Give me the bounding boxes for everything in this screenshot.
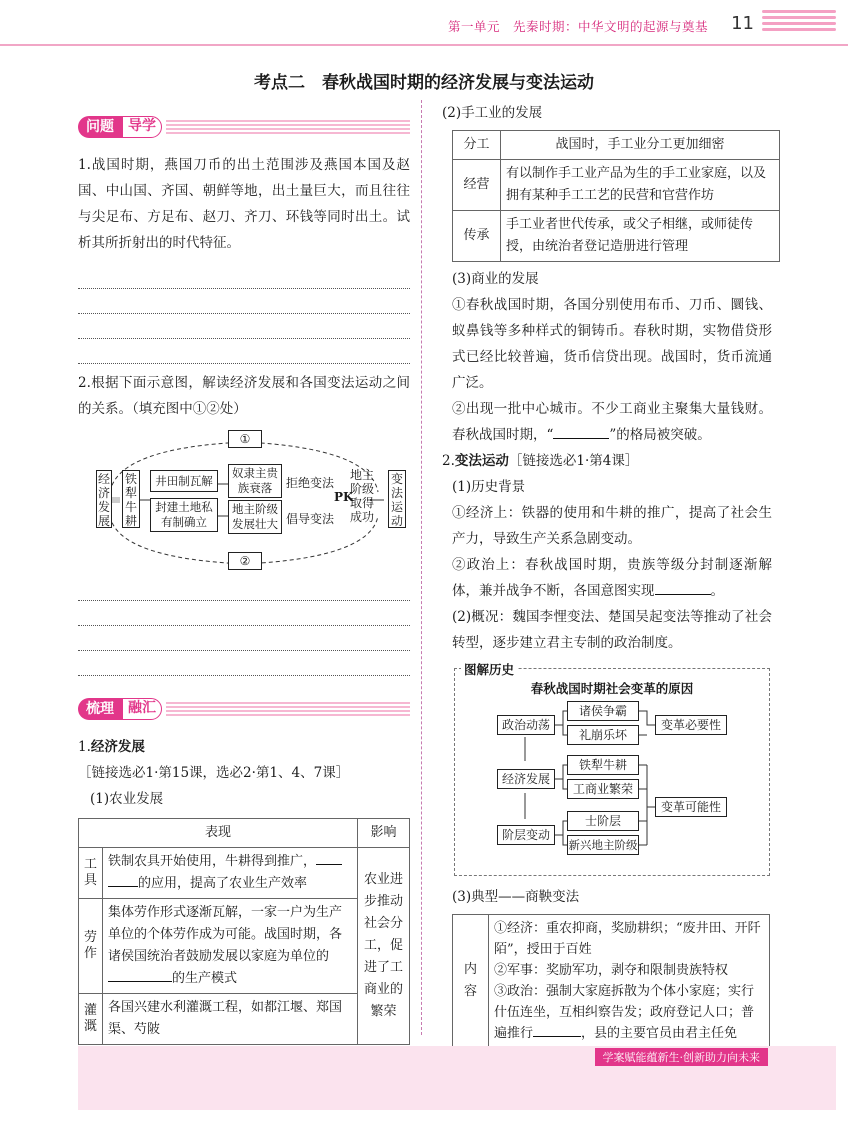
badge-stripes [166, 702, 410, 716]
craft-value: 战国时，手工业分工更加细密 [501, 131, 780, 160]
comm-2 [442, 396, 772, 448]
comm-title: (3)商业的发展 [452, 271, 539, 287]
comm-2-text: ②出现一批中心城市。不少工商业主聚集大量钱财。春秋战国时期，“ [452, 401, 772, 443]
badge-label-a: 问题 [78, 116, 122, 138]
section-1-heading [78, 734, 410, 786]
refuse-label: 拒绝变法 [286, 476, 335, 490]
bg-2-text: 。 [710, 583, 724, 599]
section-number: 2. [442, 453, 455, 469]
shi-box: 士阶层 [567, 811, 639, 831]
footer-slogan: 学案赋能蕴新生·创新助力向未来 [595, 1048, 769, 1066]
win-label: 地主阶级取得成功 [349, 468, 374, 524]
question-2: 2.根据下面示意图，解读经济发展和各国变法运动之间的关系。（填充图中①②处） [78, 375, 410, 417]
class-box: 阶层变动 [497, 825, 555, 845]
table-row [453, 915, 770, 1048]
bg-2-text: ②政治上：春秋战国时期，贵族等级分封制逐渐解体，兼并战争不断，各国意图实现 [452, 557, 772, 599]
content-cell [489, 915, 770, 1048]
section-title: 经济发展 [90, 739, 145, 755]
question-1: 1.战国时期，燕国刀币的出土范围涉及燕国本国及赵国、中山国、齐国、朝鲜等地，出土量巨大，而且往往与尖足布、方足布、赵刀、齐刀、环钱等同时出土。试析其所折射出的时代特征。 [78, 157, 410, 251]
craft-table [452, 130, 780, 262]
table-row [453, 131, 780, 160]
reform-diagram [78, 428, 410, 570]
fill-blank[interactable] [108, 886, 138, 887]
badge-label-a: 梳理 [78, 698, 122, 720]
craft-title: (2)手工业的发展 [442, 105, 543, 121]
fill-blank[interactable] [553, 438, 609, 439]
content-3-text: ③政治：强制大家庭拆散为个体小家庭；实行什伍连坐，互相纠察告发；政府登记人口；普遍推行 [494, 984, 755, 1041]
badge-stripes [166, 120, 410, 134]
column-divider [421, 100, 422, 1035]
advocate-label: 倡导变法 [286, 512, 335, 526]
agri-table [78, 818, 410, 1045]
content-3 [494, 981, 764, 1044]
answer-line[interactable] [78, 339, 410, 364]
overview: (2)概况：魏国李悝变法、楚国吴起变法等推动了社会转型，逐步建立君主专制的政治制度。 [452, 609, 772, 651]
header-decoration [762, 10, 836, 38]
agri-cell [103, 899, 358, 994]
shang-yang-table [452, 914, 770, 1048]
left-column [78, 116, 410, 1045]
answer-line[interactable] [78, 576, 410, 601]
agri-header-effect: 影响 [358, 819, 410, 848]
fill-blank[interactable] [655, 594, 711, 595]
page-title: 考点二 春秋战国时期的经济发展与变法运动 [254, 73, 594, 93]
agri-title: (1)农业发展 [90, 791, 164, 807]
answer-line[interactable] [78, 651, 410, 676]
right-column [442, 100, 772, 1048]
iron-box-2: 铁犁牛耕 [567, 755, 639, 775]
war-box: 诸侯争霸 [567, 701, 639, 721]
fill-blank[interactable] [316, 864, 342, 865]
circle-blank-1[interactable]: ① [228, 430, 262, 448]
cell-text: 的应用，提高了农业生产效率 [138, 876, 308, 891]
answer-line[interactable] [78, 626, 410, 651]
answer-line[interactable] [78, 601, 410, 626]
answer-line[interactable] [78, 289, 410, 314]
table-row [453, 211, 780, 262]
cell-text: 集体劳作形式逐渐瓦解，一家一户为生产单位的个体劳作成为可能。战国时期，各诸侯国统治者鼓励发展以家庭为单位的 [108, 905, 343, 964]
cell-text: 铁制农具开始使用，牛耕得到推广， [108, 854, 317, 869]
political-box: 政治动荡 [497, 715, 555, 735]
history-diagram [454, 662, 770, 876]
content-3-text: ，县的主要官员由君主任免 [581, 1026, 738, 1041]
craft-value: 有以制作手工业产品为生的手工业家庭，以及拥有某种手工工艺的民营和官营作坊 [501, 160, 780, 211]
history-title: 春秋战国时期社会变革的原因 [530, 681, 694, 696]
reform-box: 变法运动 [388, 470, 406, 528]
answer-line[interactable] [78, 264, 410, 289]
commerce-box: 工商业繁荣 [567, 779, 639, 799]
pk-label: PK [334, 490, 354, 504]
craft-key: 经营 [453, 160, 501, 211]
table-row [79, 848, 410, 899]
page-header [0, 0, 848, 46]
agri-key: 灌溉 [79, 994, 103, 1045]
dizhu-box: 地主阶级发展壮大 [228, 500, 282, 534]
answer-line[interactable] [78, 314, 410, 339]
header-rule [0, 44, 848, 46]
section-number: 1. [78, 739, 91, 755]
rites-box: 礼崩乐坏 [567, 725, 639, 745]
content-2: ②军事：奖励军功，剥夺和限制贵族特权 [494, 963, 729, 978]
agri-cell [103, 848, 358, 899]
section-title: 变法运动 [454, 453, 509, 469]
section-badge-guide [78, 116, 410, 138]
content-key: 内容 [453, 915, 489, 1048]
jingtian-box: 井田制瓦解 [150, 470, 218, 492]
craft-value: 手工业者世代传承，或父子相继，或师徒传授，由统治者登记造册进行管理 [501, 211, 780, 262]
necessity-box: 变革必要性 [655, 715, 727, 735]
craft-key: 分工 [453, 131, 501, 160]
section-badge-review [78, 698, 410, 720]
bg-1: ①经济上：铁器的使用和牛耕的推广，提高了社会生产力，导致生产关系急剧变动。 [452, 505, 772, 547]
fill-blank[interactable] [108, 981, 172, 982]
table-row [453, 160, 780, 211]
econ-box: 经济发展 [97, 472, 110, 528]
badge-label-b: 融汇 [122, 698, 162, 720]
circle-blank-2[interactable]: ② [228, 552, 262, 570]
bg-title: (1)历史背景 [452, 479, 526, 495]
badge-label-b: 导学 [122, 116, 162, 138]
unit-title: 第一单元 先秦时期：中华文明的起源与奠基 [447, 19, 708, 34]
section-ref: ［链接选必1·第4课］ [508, 453, 639, 469]
fengjian-box: 封建土地私有制确立 [150, 498, 218, 532]
craft-key: 传承 [453, 211, 501, 262]
nuli-box: 奴隶主贵族衰落 [228, 464, 282, 498]
bg-2 [442, 552, 772, 604]
answer-lines-1 [78, 264, 410, 364]
agri-effect: 农业进步推动社会分工，促进了工商业的繁荣 [358, 848, 410, 1045]
agri-key: 劳作 [79, 899, 103, 994]
landlord-box: 新兴地主阶级 [567, 835, 639, 855]
iron-box: 铁犁牛耕 [122, 470, 140, 528]
possibility-box: 变革可能性 [655, 797, 727, 817]
agri-header-perf: 表现 [79, 819, 358, 848]
section-ref: ［链接选必1·第15课，选必2·第1、4、7课］ [78, 765, 350, 781]
section-2-heading [442, 448, 772, 474]
answer-lines-2 [78, 576, 410, 676]
content-1: ①经济：重农抑商，奖励耕织；“废井田、开阡陌”，授田于百姓 [494, 921, 761, 957]
cell-text: 的生产模式 [172, 971, 238, 986]
agri-cell: 各国兴建水利灌溉工程，如都江堰、郑国渠、芍陂 [103, 994, 358, 1045]
economic-box: 经济发展 [497, 769, 555, 789]
history-tag: 图解历史 [461, 660, 517, 678]
comm-2-text: ”的格局被突破。 [609, 427, 711, 443]
agri-key: 工具 [79, 848, 103, 899]
comm-1: ①春秋战国时期，各国分别使用布币、刀币、圜钱、蚁鼻钱等多种样式的铜铸币。春秋时期，实物借贷形式已经比较普遍，货币信贷出现。战国时，货币流通广泛。 [452, 297, 772, 391]
fill-blank[interactable] [533, 1036, 581, 1037]
typical-title: (3)典型——商鞅变法 [452, 889, 580, 905]
page-number: 11 [731, 13, 754, 34]
